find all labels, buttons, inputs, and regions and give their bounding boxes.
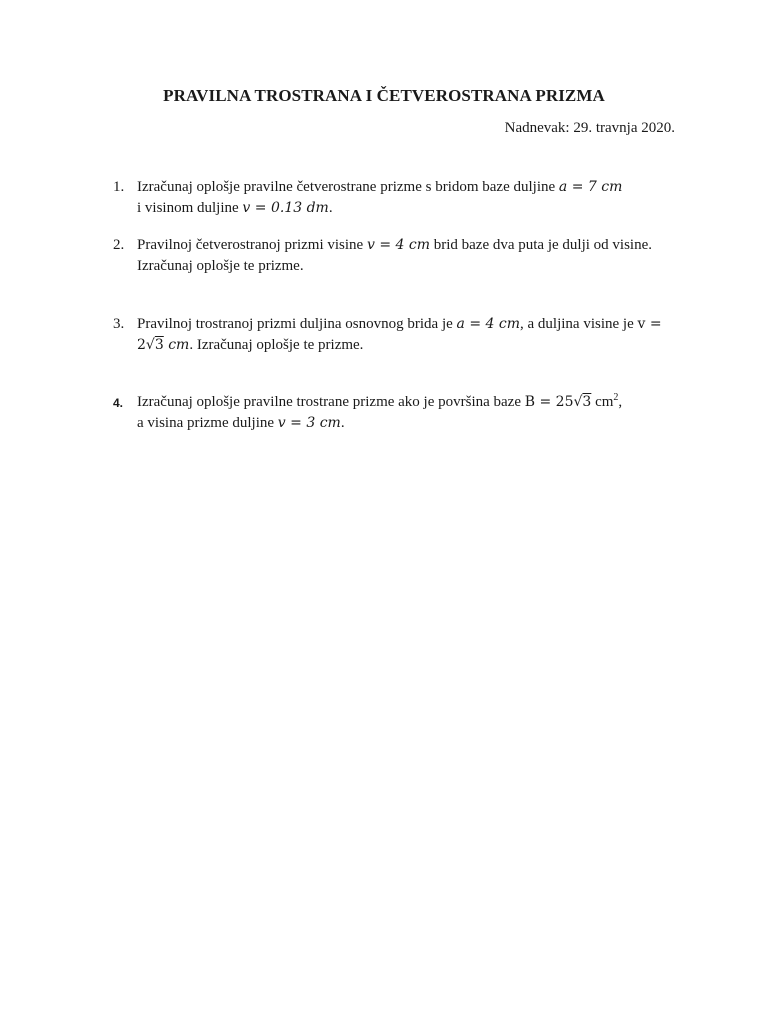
problem-text-part: , a duljina visine je — [520, 316, 638, 332]
math-expression: B = 25 — [524, 394, 574, 410]
math-expression: v = 3 cm — [277, 415, 341, 431]
problem-text-part: . Izračunaj oplošje te prizme. — [189, 337, 364, 353]
problem-text — [137, 314, 683, 356]
superscript: 2 — [613, 392, 619, 403]
problem-text-part: Pravilnoj četverostranoj prizmi visine — [137, 237, 367, 253]
problem-text-part: Izračunaj oplošje pravilne četverostrane prizme s bridom baze duljine — [137, 179, 559, 195]
math-expression: a = 4 cm — [456, 316, 520, 332]
problem-4 — [113, 392, 683, 434]
math-unit: cm — [163, 337, 190, 353]
math-expression: v = 0.13 dm — [242, 200, 329, 216]
math-expression: v = 4 cm — [366, 237, 430, 253]
math-expression: a = 7 cm — [558, 179, 623, 195]
problem-3 — [113, 314, 683, 356]
problem-text-part: Pravilnoj trostranoj prizmi duljina osnovnog brida je — [137, 316, 457, 332]
problem-text — [137, 235, 683, 277]
problem-number: 1. — [113, 179, 125, 195]
problem-number: 2. — [113, 237, 125, 253]
problem-text-part: brid baze dva puta je dulji od visine. Izračunaj oplošje te prizme. — [137, 237, 652, 274]
radicand: 3 — [154, 337, 164, 353]
problem-2 — [113, 235, 683, 277]
math-expression: v = 2 — [137, 316, 662, 353]
document-title: PRAVILNA TROSTRANA I ČETVEROSTRANA PRIZMA — [163, 86, 605, 105]
radicand: 3 — [582, 394, 592, 410]
problem-text-part: , — [618, 394, 623, 410]
problem-text-part: . — [340, 415, 345, 431]
problem-text-part: . — [328, 200, 333, 216]
problem-text-part: i visinom duljine — [137, 200, 243, 216]
problem-text — [137, 392, 683, 434]
problem-number: 3. — [113, 316, 125, 332]
square-root-symbol: √ — [573, 394, 583, 410]
problem-text-part: a visina prizme duljine — [137, 415, 278, 431]
math-unit: cm — [591, 394, 614, 410]
problem-1 — [113, 177, 683, 219]
date-line: Nadnevak: 29. travnja 2020. — [504, 120, 675, 136]
problem-number: 4. — [113, 396, 124, 410]
problem-text — [137, 177, 683, 219]
problem-text-part: Izračunaj oplošje pravilne trostrane prizme ako je površina baze — [137, 394, 525, 410]
square-root-symbol: √ — [145, 337, 155, 353]
